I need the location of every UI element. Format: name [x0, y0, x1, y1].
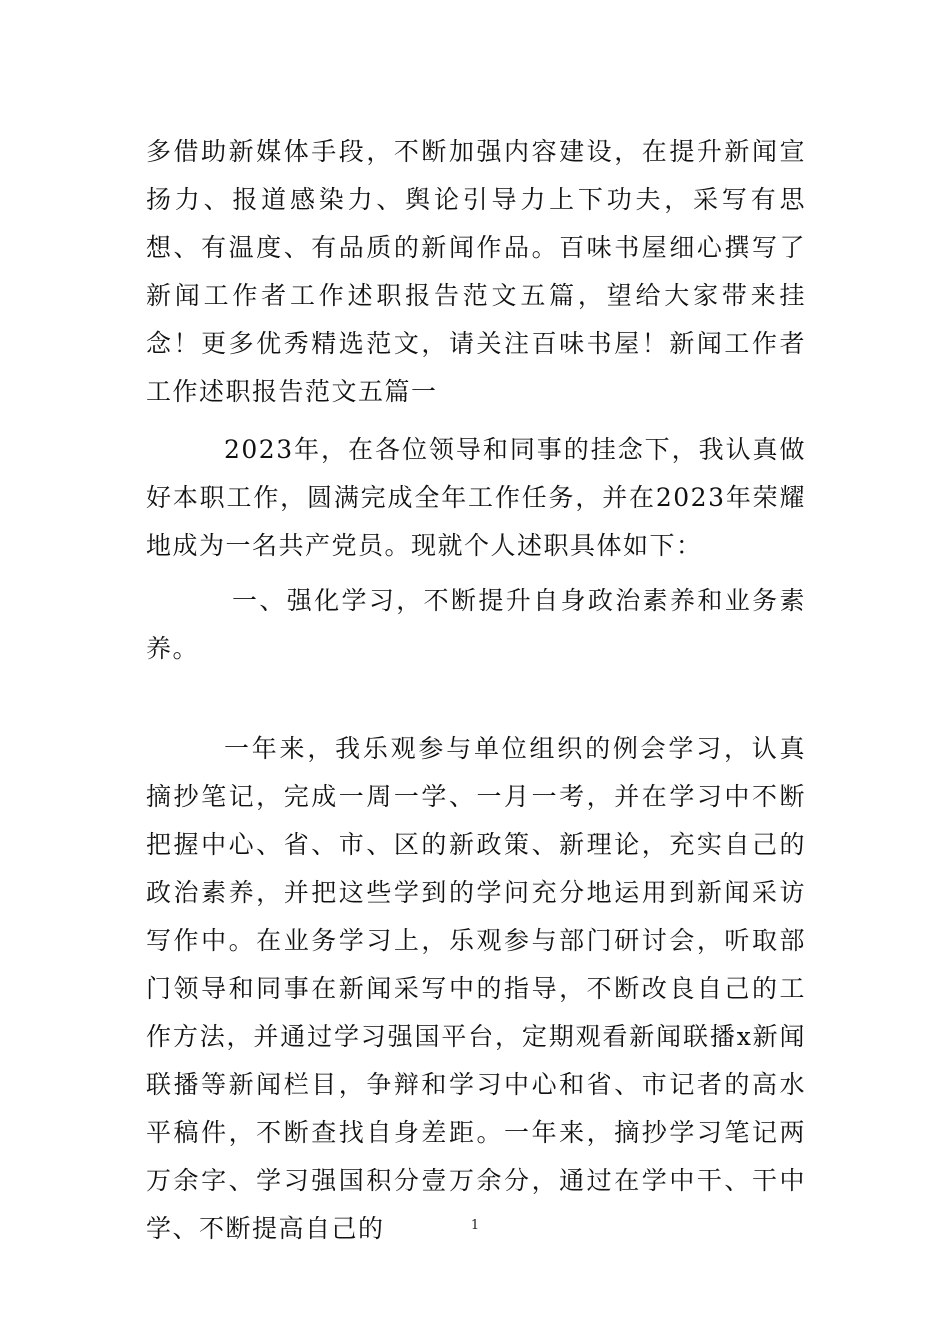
- paragraph-intro: 多借助新媒体手段，不断加强内容建设，在提升新闻宣扬力、报道感染力、舆论引导力上下功夫，采写有思想、有温度、有品质的新闻作品。百味书屋细心撰写了新闻工作者工作述职报告范文五篇，望给大家带来挂念！更多优秀精选范文，请关注百味书屋！新闻工作者工作述职报告范文五篇一: [146, 137, 806, 406]
- paragraph-opening: 2023年，在各位领导和同事的挂念下，我认真做好本职工作，圆满完成全年工作任务，并在2023年荣耀地成为一名共产党员。现就个人述职具体如下：: [146, 435, 807, 560]
- paragraph-body: 一年来，我乐观参与单位组织的例会学习，认真摘抄笔记，完成一周一学、一月一考，并在学习中不断把握中心、省、市、区的新政策、新理论，充实自己的政治素养，并把这些学到的学问充分地运用到新闻采访写作中。在业务学习上，乐观参与部门研讨会，听取部门领导和同事在新闻采写中的指导，不断改良自己的工作方法，并通过学习强国平台，定期观看新闻联播x新闻联播等新闻栏目，争辩和学习中心和省、市记者的高水平稿件，不断查找自身差距。一年来，摘抄学习笔记两万余字、学习强国积分壹万余分，通过在学中干、干中学、不断提高自己的: [146, 734, 806, 1243]
- page-number: 1: [470, 1218, 480, 1233]
- section-heading-1: 一、强化学习，不断提升自身政治素养和业务素养。: [146, 586, 806, 663]
